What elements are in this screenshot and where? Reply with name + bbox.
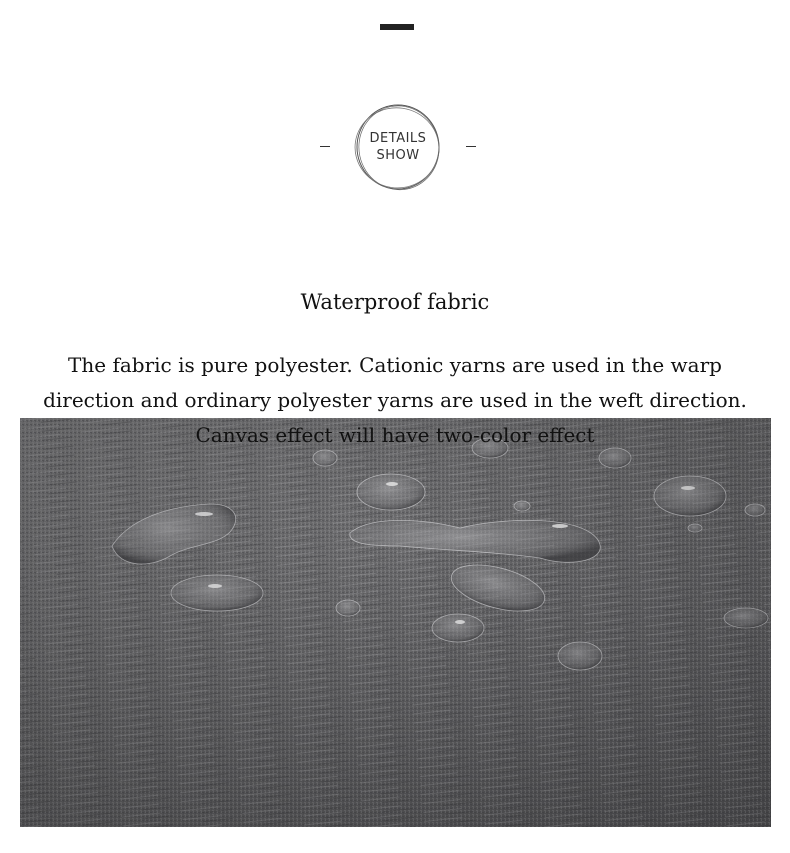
description-line-2: direction and ordinary polyester yarns are used in the weft direction.: [43, 388, 747, 412]
description-line-1: The fabric is pure polyester. Cationic yarns are used in the warp: [68, 353, 722, 377]
top-divider-bar: [380, 24, 414, 30]
fabric-description: [0, 348, 790, 453]
section-heading: Waterproof fabric: [300, 290, 490, 314]
fabric-with-water-drops-image: [20, 418, 771, 827]
badge-left-dash: [320, 146, 330, 147]
waterproof-fabric-photo: [20, 418, 771, 827]
badge-line-details: DETAILS: [369, 131, 427, 146]
badge-line-show: SHOW: [376, 148, 420, 163]
description-line-3: Canvas effect will have two-color effect: [195, 423, 595, 447]
details-show-badge: [318, 98, 478, 198]
badge-right-dash: [466, 146, 476, 147]
